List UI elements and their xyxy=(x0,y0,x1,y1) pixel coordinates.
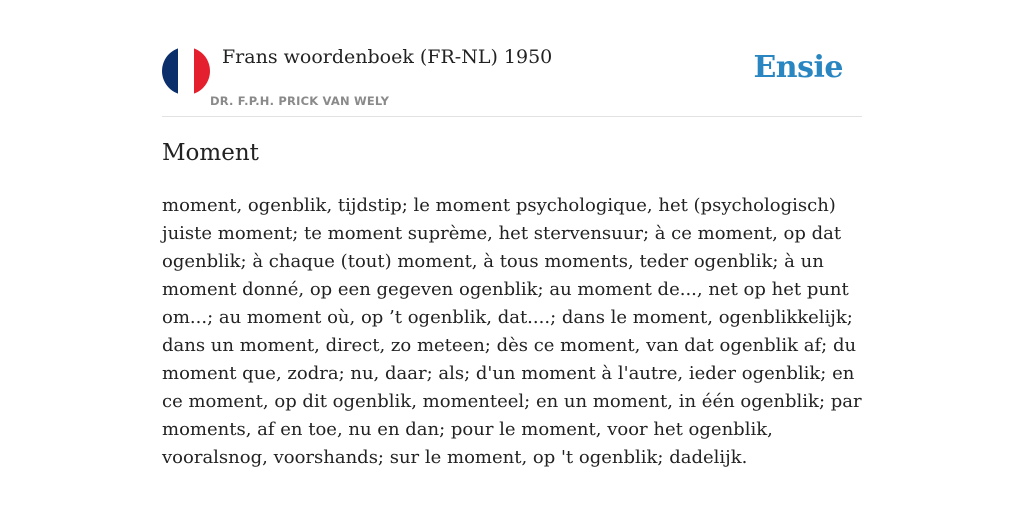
dictionary-header xyxy=(162,44,862,117)
ensie-logo-link[interactable]: Ensie xyxy=(753,50,843,85)
entry-definition: moment, ogenblik, tijdstip; le moment psychologique, het (psychologisch) juiste moment; te moment suprème, het stervensuur; à ce moment, op dat ogenblik; à chaque (tout) moment, à tous moments, teder ogenblik; à un moment donné, op een gegeven ogenblik; au moment de..., net op het punt om...; au moment où, op ’t ogenblik, dat....; dans le moment, ogenblikkelijk; dans un moment, direct, zo meteen; dès ce moment, van dat ogenblik af; du moment que, zodra; nu, daar; als; d'un moment à l'autre, ieder ogenblik; en ce moment, op dit ogenblik, momenteel; en un moment, in één ogenblik; par moments, af en toe, nu en dan; pour le moment, voor het ogenblik, vooralsnog, voorshands; sur le moment, op 't ogenblik; dadelijk. xyxy=(162,195,862,468)
dictionary-title: Frans woordenboek (FR-NL) 1950 xyxy=(222,46,553,68)
france-flag-icon xyxy=(162,47,210,95)
entry-headword: Moment xyxy=(162,140,259,166)
dictionary-author: DR. F.P.H. PRICK VAN WELY xyxy=(210,94,390,108)
